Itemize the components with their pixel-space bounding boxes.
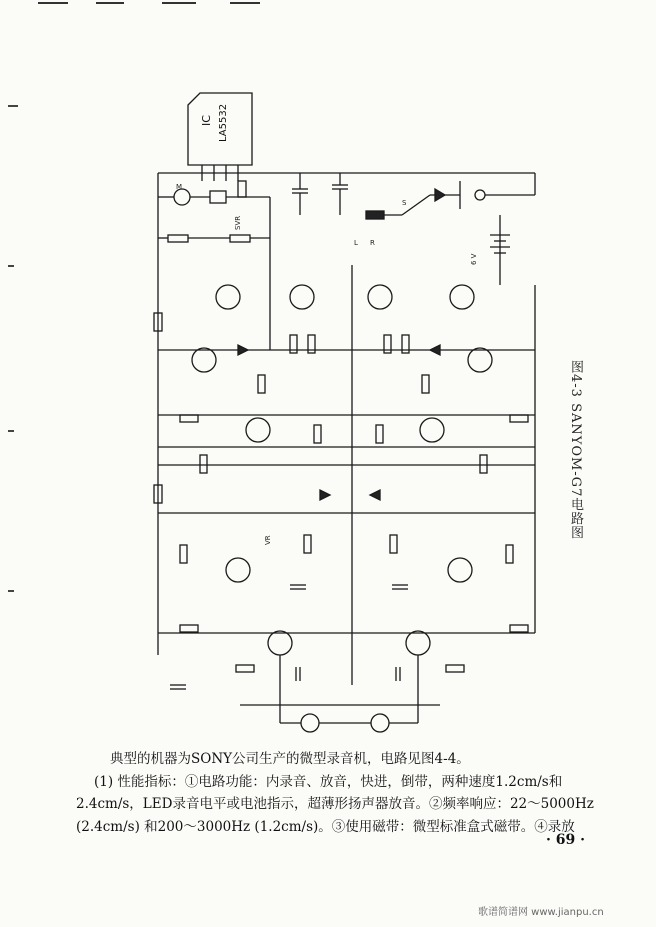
page-number: · 69 · — [546, 832, 585, 848]
svg-text:R: R — [370, 239, 375, 247]
ic-model: LA5532 — [218, 103, 229, 142]
watermark: 歌谱简谱网 www.jianpu.cn — [478, 907, 604, 918]
margin-mark — [8, 105, 18, 107]
margin-mark — [8, 430, 14, 432]
ic-label: IC — [200, 115, 213, 126]
body-text — [76, 748, 596, 838]
svg-text:L: L — [354, 239, 358, 247]
spec-line-3: (2.4cm/s) 和200～3000Hz (1.2cm/s)。③使用磁带：微型标准盒式磁带。④录放 — [76, 818, 575, 835]
svg-text:S: S — [402, 199, 407, 207]
top-edge-marks — [0, 0, 656, 14]
circuit-schematic — [140, 85, 560, 740]
spec-line-1: (1) 性能指标：①电路功能：内录音、放音，快进，倒带，两种速度1.2cm/s和 — [94, 773, 563, 790]
motor-symbol — [174, 189, 190, 205]
spec-line-2: 2.4cm/s，LED录音电平或电池指示，超薄形扬声器放音。②频率响应：22～5000Hz — [76, 796, 594, 812]
svg-text:6 V: 6 V — [470, 253, 478, 265]
figure-caption: 图4-3 SANYOM-G7电路图 — [568, 360, 583, 540]
intro-paragraph: 典型的机器为SONY公司生产的微型录音机，电路见图4-4。 — [110, 751, 470, 767]
svg-text:M: M — [176, 183, 183, 191]
svg-text:SVR: SVR — [234, 215, 242, 230]
schematic-drawing — [140, 85, 560, 740]
margin-mark — [8, 265, 14, 267]
margin-mark — [8, 590, 14, 592]
svg-text:VR: VR — [264, 535, 272, 545]
